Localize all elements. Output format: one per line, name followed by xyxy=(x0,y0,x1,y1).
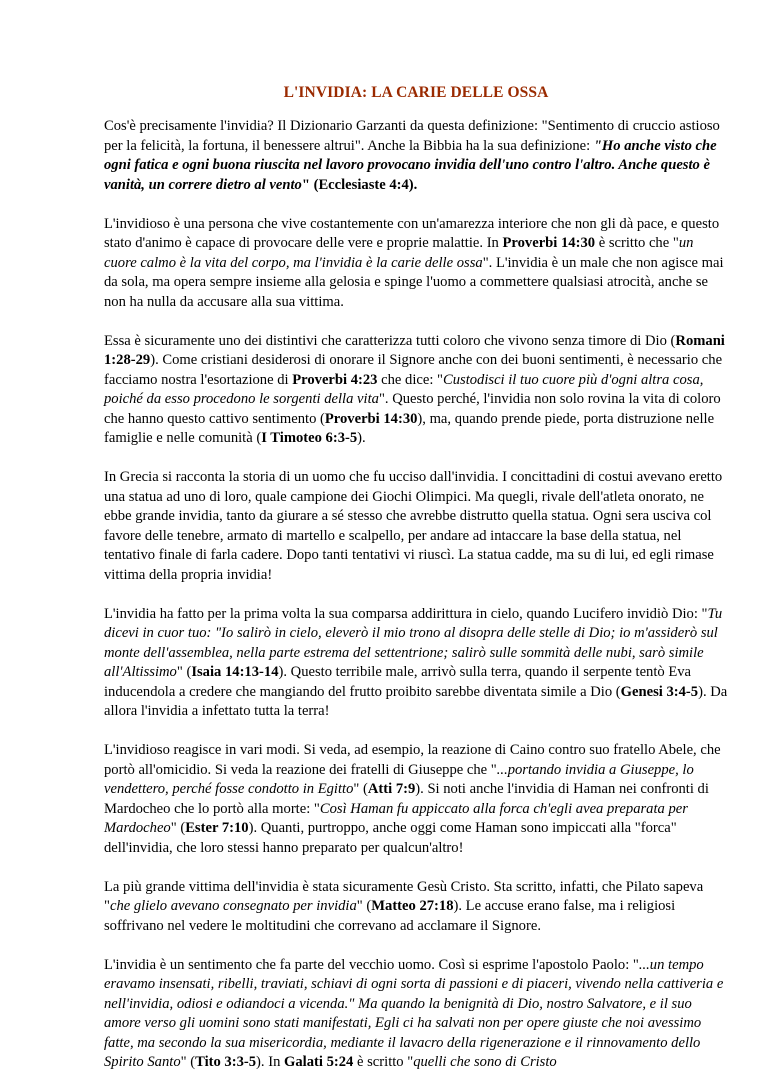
text-run: " ( xyxy=(356,898,372,914)
paragraph xyxy=(104,332,728,449)
quote-text: ...un tempo eravamo insensati, ribelli, traviati, schiavi di ogni sorta di passioni e di piaceri, vivendo nella cattiveria e nell'invidia, odiosi e odiandoci a vicenda." Ma quando la benignità di Dio, nostro Salvatore, e il suo amore verso gli uomini sono stati manifestati, Egli ci ha salvati non per opere giuste che noi avessimo fatte, ma secondo la sua misericordia, mediante il lavacro della rigenerazione e il rinnovamento dello Spirito Santo xyxy=(104,956,724,1070)
reference-text: Matteo 27:18 xyxy=(371,898,454,914)
reference-text: Romani 1:28-29 xyxy=(104,332,725,368)
reference-text: " (Ecclesiaste 4:4). xyxy=(301,176,418,193)
text-run: " ( xyxy=(176,664,192,680)
text-run: L'invidioso reagisce in vari modi. Si veda, ad esempio, la reazione di Caino contro suo fratello Abele, che portò all'omicidio. Si veda la reazione dei fratelli di Giuseppe che " xyxy=(104,742,721,778)
paragraph xyxy=(104,468,728,585)
reference-text: Proverbi 14:30 xyxy=(502,235,596,251)
text-run: ). Si noti anche l'invidia di Haman nei confronti di Mardocheo che lo portò alla morte: " xyxy=(104,781,709,817)
text-run: Essa è sicuramente uno dei distintivi che caratterizza tutti coloro che vivono senza timore di Dio ( xyxy=(104,332,676,349)
page-title: L'INVIDIA: LA CARIE DELLE OSSA xyxy=(283,84,549,101)
text-run: ). xyxy=(357,430,366,446)
text-run: ). Da allora l'invidia a infettato tutta la terra! xyxy=(104,683,728,719)
text-run: In Grecia si racconta la storia di un uomo che fu ucciso dall'invidia. I concittadini di costui avevano eretto una statua ad uno di loro, quale campione dei Giochi Olimpici. Ma quegli, rivale dell'atleta onorato, ne ebbe grande invidia, tanto da giurare a sé stesso che avrebbe distrutto quella statua. Ogni sera usciva col favore delle tenebre, armato di martello e scalpello, per andare ad intaccare la base della statua, nel tentativo finale di farla cadere. Dopo tanti tentativi vi riuscì. La statua cadde, ma su di lui, ed egli rimase vittima della propria invidia! xyxy=(104,469,723,583)
quote-text: Così Haman fu appiccato alla forca ch'egli avea preparata per Mardocheo xyxy=(104,800,688,836)
quote-text: ...portando invidia a Giuseppe, lo vendettero, perché fosse condotto in Egitto xyxy=(104,761,694,797)
reference-text: Galati 5:24 xyxy=(284,1054,354,1070)
reference-text: Isaia 14:13-14 xyxy=(191,664,279,680)
article-body xyxy=(104,117,728,1073)
reference-text: I Timoteo 6:3-5 xyxy=(261,430,358,446)
text-run: ". Questo perché, l'invidia non solo rovina la vita di coloro che hanno questo cattivo sentimento ( xyxy=(104,391,721,427)
reference-text: Tito 3:3-5 xyxy=(195,1054,257,1070)
text-run: Cos'è precisamente l'invidia? Il Dizionario Garzanti da questa definizione: "Sentimento di cruccio astioso per la felicità, la fortuna, il benessere altrui". Anche la Bibbia ha la sua definizione: xyxy=(104,118,720,154)
text-run: " ( xyxy=(353,781,368,797)
text-run: L'invidia ha fatto per la prima volta la sua comparsa addirittura in cielo, quando Lucifero invidiò Dio: " xyxy=(104,605,708,622)
paragraph xyxy=(104,878,728,937)
paragraph xyxy=(104,605,728,722)
text-run: " ( xyxy=(170,820,186,836)
quote-text: quelli che sono di Cristo xyxy=(413,1054,557,1070)
reference-text: Ester 7:10 xyxy=(185,820,249,836)
text-run: è scritto che " xyxy=(595,235,679,251)
text-run: è scritto " xyxy=(353,1054,414,1070)
text-run: ). Come cristiani desiderosi di onorare il Signore anche con dei buoni sentimenti, è necessario che facciamo nostra l'esortazione di xyxy=(104,352,723,388)
text-run: L'invidioso è una persona che vive costantemente con un'amarezza interiore che non gli dà pace, e questo stato d'animo è capace di provocare delle vere e proprie malattie. In xyxy=(104,215,720,251)
paragraph xyxy=(104,215,728,313)
quote-text: un cuore calmo è la vita del corpo, ma l'invidia è la carie delle ossa xyxy=(104,235,694,271)
text-run: ". L'invidia è un male che non agisce mai da sola, ma opera sempre insieme alla gelosia e spinge l'uomo a commettere qualsiasi atrocità, anche se non ha nulla da accusare alla sua vittima. xyxy=(104,254,724,310)
text-run: ), ma, quando prende piede, porta distruzione nelle famiglie e nelle comunità ( xyxy=(104,410,715,446)
reference-text: Proverbi 4:23 xyxy=(292,371,378,388)
quote-text: che glielo avevano consegnato per invidia xyxy=(109,898,357,914)
text-run: La più grande vittima dell'invidia è stata sicuramente Gesù Cristo. Sta scritto, infatti, che Pilato sapeva " xyxy=(104,878,704,914)
text-run: ). Questo terribile male, arrivò sulla terra, quando il serpente tentò Eva inducendola a credere che mangiando del frutto proibito sarebbe diventata simile a Dio ( xyxy=(104,664,692,700)
reference-text: Genesi 3:4-5 xyxy=(620,683,699,700)
paragraph xyxy=(104,741,728,858)
text-run: ). Quanti, purtroppo, anche oggi come Haman sono impiccati alla "forca" dell'invidia, che loro stessi hanno preparato per qualcun'altro! xyxy=(104,820,677,856)
paragraph xyxy=(104,117,728,195)
text-run: che dice: " xyxy=(377,371,443,388)
paragraph xyxy=(104,956,728,1073)
reference-text: Atti 7:9 xyxy=(367,781,416,797)
reference-text: Proverbi 14:30 xyxy=(324,410,418,427)
quote-text: Custodisci il tuo cuore più d'ogni altra cosa, poiché da esso procedono le sorgenti della vita xyxy=(104,371,704,407)
quote-text: Tu dicevi in cuor tuo: "Io salirò in cielo, eleverò il mio trono al disopra delle stelle di Dio; io m'assiderò sul monte dell'assemblea, nella parte estrema del settentrione; salirò sulle sommità delle nubi, sarò simile all'Altissimo xyxy=(104,605,723,680)
text-run: L'invidia è un sentimento che fa parte del vecchio uomo. Così si esprime l'apostolo Paolo: " xyxy=(104,956,639,973)
reference-text: "Ho anche visto che ogni fatica e ogni buona riuscita nel lavoro provocano invidia dell'uno contro l'altro. Anche questo è vanità, un correre dietro al vento xyxy=(104,137,717,193)
text-run: " ( xyxy=(180,1054,196,1070)
text-run: ). Le accuse erano false, ma i religiosi soffrivano nel vedere le moltitudini che correvano ad acclamare il Signore. xyxy=(104,898,676,934)
text-run: ). In xyxy=(256,1054,285,1070)
